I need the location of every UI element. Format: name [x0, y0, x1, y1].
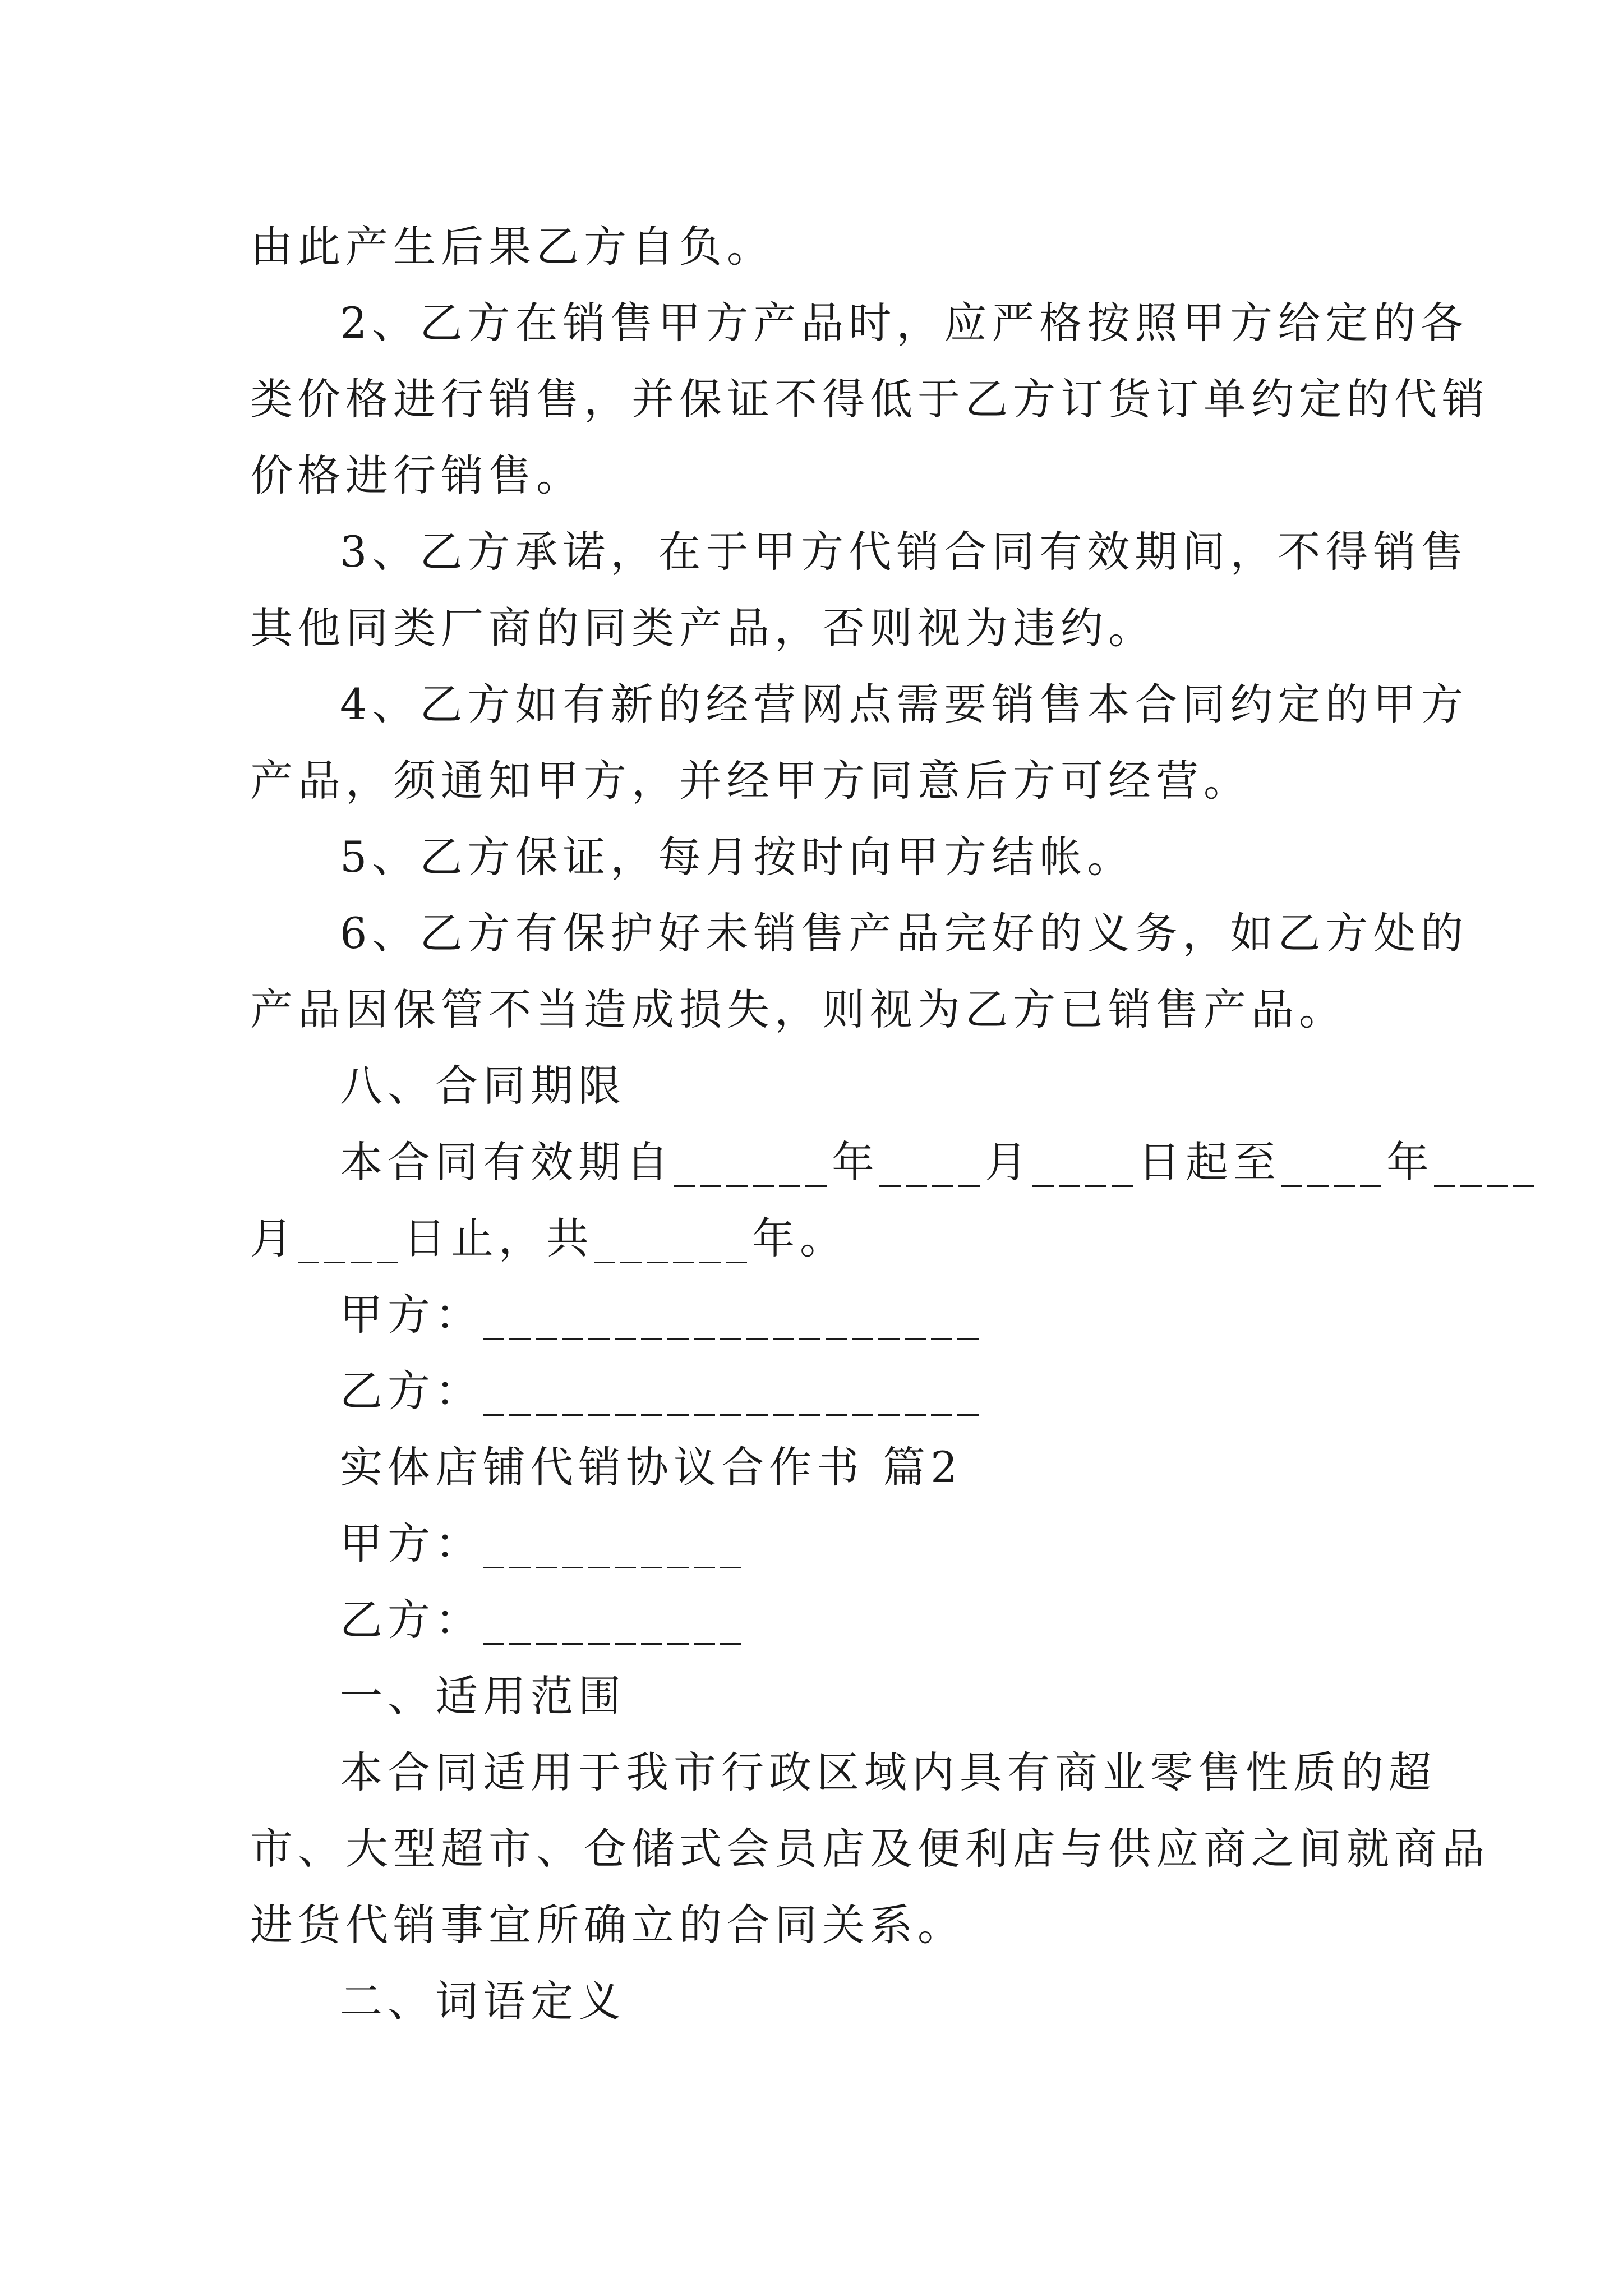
line-text: 类价格进行销售，并保证不得低于乙方订货订单约定的代销: [250, 374, 1490, 424]
document-section-title: [0, 1428, 1623, 1507]
line-text: 产品，须通知甲方，并经甲方同意后方可经营。: [250, 756, 1251, 806]
party-b-signature-line: [0, 1352, 1623, 1430]
paragraph-3-start: [0, 513, 1623, 591]
paragraph-2-start: [0, 284, 1623, 362]
text-line: [0, 1199, 1623, 1278]
line-text: 乙方：__________: [340, 1595, 746, 1645]
text-line: [0, 360, 1623, 439]
line-text: 甲方：__________: [340, 1519, 746, 1568]
line-text: 本合同有效期自______年____月____日起至____年____: [340, 1137, 1539, 1187]
text-line: [0, 970, 1623, 1049]
line-text: 乙方：___________________: [340, 1366, 984, 1416]
line-text: 价格进行销售。: [250, 450, 584, 500]
line-text: 进货代销事宜所确立的合同关系。: [250, 1900, 965, 1950]
paragraph-6-start: [0, 894, 1623, 973]
line-text: 甲方：___________________: [340, 1290, 984, 1340]
term-clause-start: [0, 1123, 1623, 1202]
section-heading-scope: [0, 1657, 1623, 1736]
text-line: [0, 1810, 1623, 1888]
line-text: 市、大型超市、仓储式会员店及便利店与供应商之间就商品: [250, 1824, 1490, 1874]
scope-paragraph-start: [0, 1733, 1623, 1812]
paragraph-5: [0, 818, 1623, 896]
line-text: 3、乙方承诺，在于甲方代销合同有效期间，不得销售: [340, 527, 1469, 577]
text-line: [0, 589, 1623, 668]
line-text: 本合同适用于我市行政区域内具有商业零售性质的超: [340, 1747, 1436, 1797]
line-text: 由此产生后果乙方自负。: [250, 222, 774, 272]
text-line: [0, 208, 1623, 286]
text-line: [0, 436, 1623, 515]
title-text: 实体店铺代销协议合作书 篇2: [340, 1442, 963, 1492]
party-b-field: [0, 1581, 1623, 1659]
party-a-field: [0, 1504, 1623, 1583]
line-text: 产品因保管不当造成损失，则视为乙方已销售产品。: [250, 984, 1347, 1034]
line-text: 月____日止，共______年。: [250, 1213, 847, 1263]
paragraph-4-start: [0, 665, 1623, 744]
line-text: 其他同类厂商的同类产品，否则视为违约。: [250, 603, 1156, 653]
heading-text: 八、合同期限: [340, 1061, 626, 1111]
heading-text: 一、适用范围: [340, 1671, 626, 1721]
text-line: [0, 742, 1623, 820]
line-text: 5、乙方保证，每月按时向甲方结帐。: [340, 832, 1135, 882]
heading-text: 二、词语定义: [340, 1976, 626, 2026]
text-line: [0, 1886, 1623, 1964]
line-text: 6、乙方有保护好未销售产品完好的义务，如乙方处的: [340, 908, 1469, 958]
section-heading-definitions: [0, 1962, 1623, 2041]
line-text: 4、乙方如有新的经营网点需要销售本合同约定的甲方: [340, 679, 1469, 729]
line-text: 2、乙方在销售甲方产品时，应严格按照甲方给定的各: [340, 298, 1469, 348]
party-a-signature-line: [0, 1276, 1623, 1354]
section-heading-term: [0, 1047, 1623, 1125]
